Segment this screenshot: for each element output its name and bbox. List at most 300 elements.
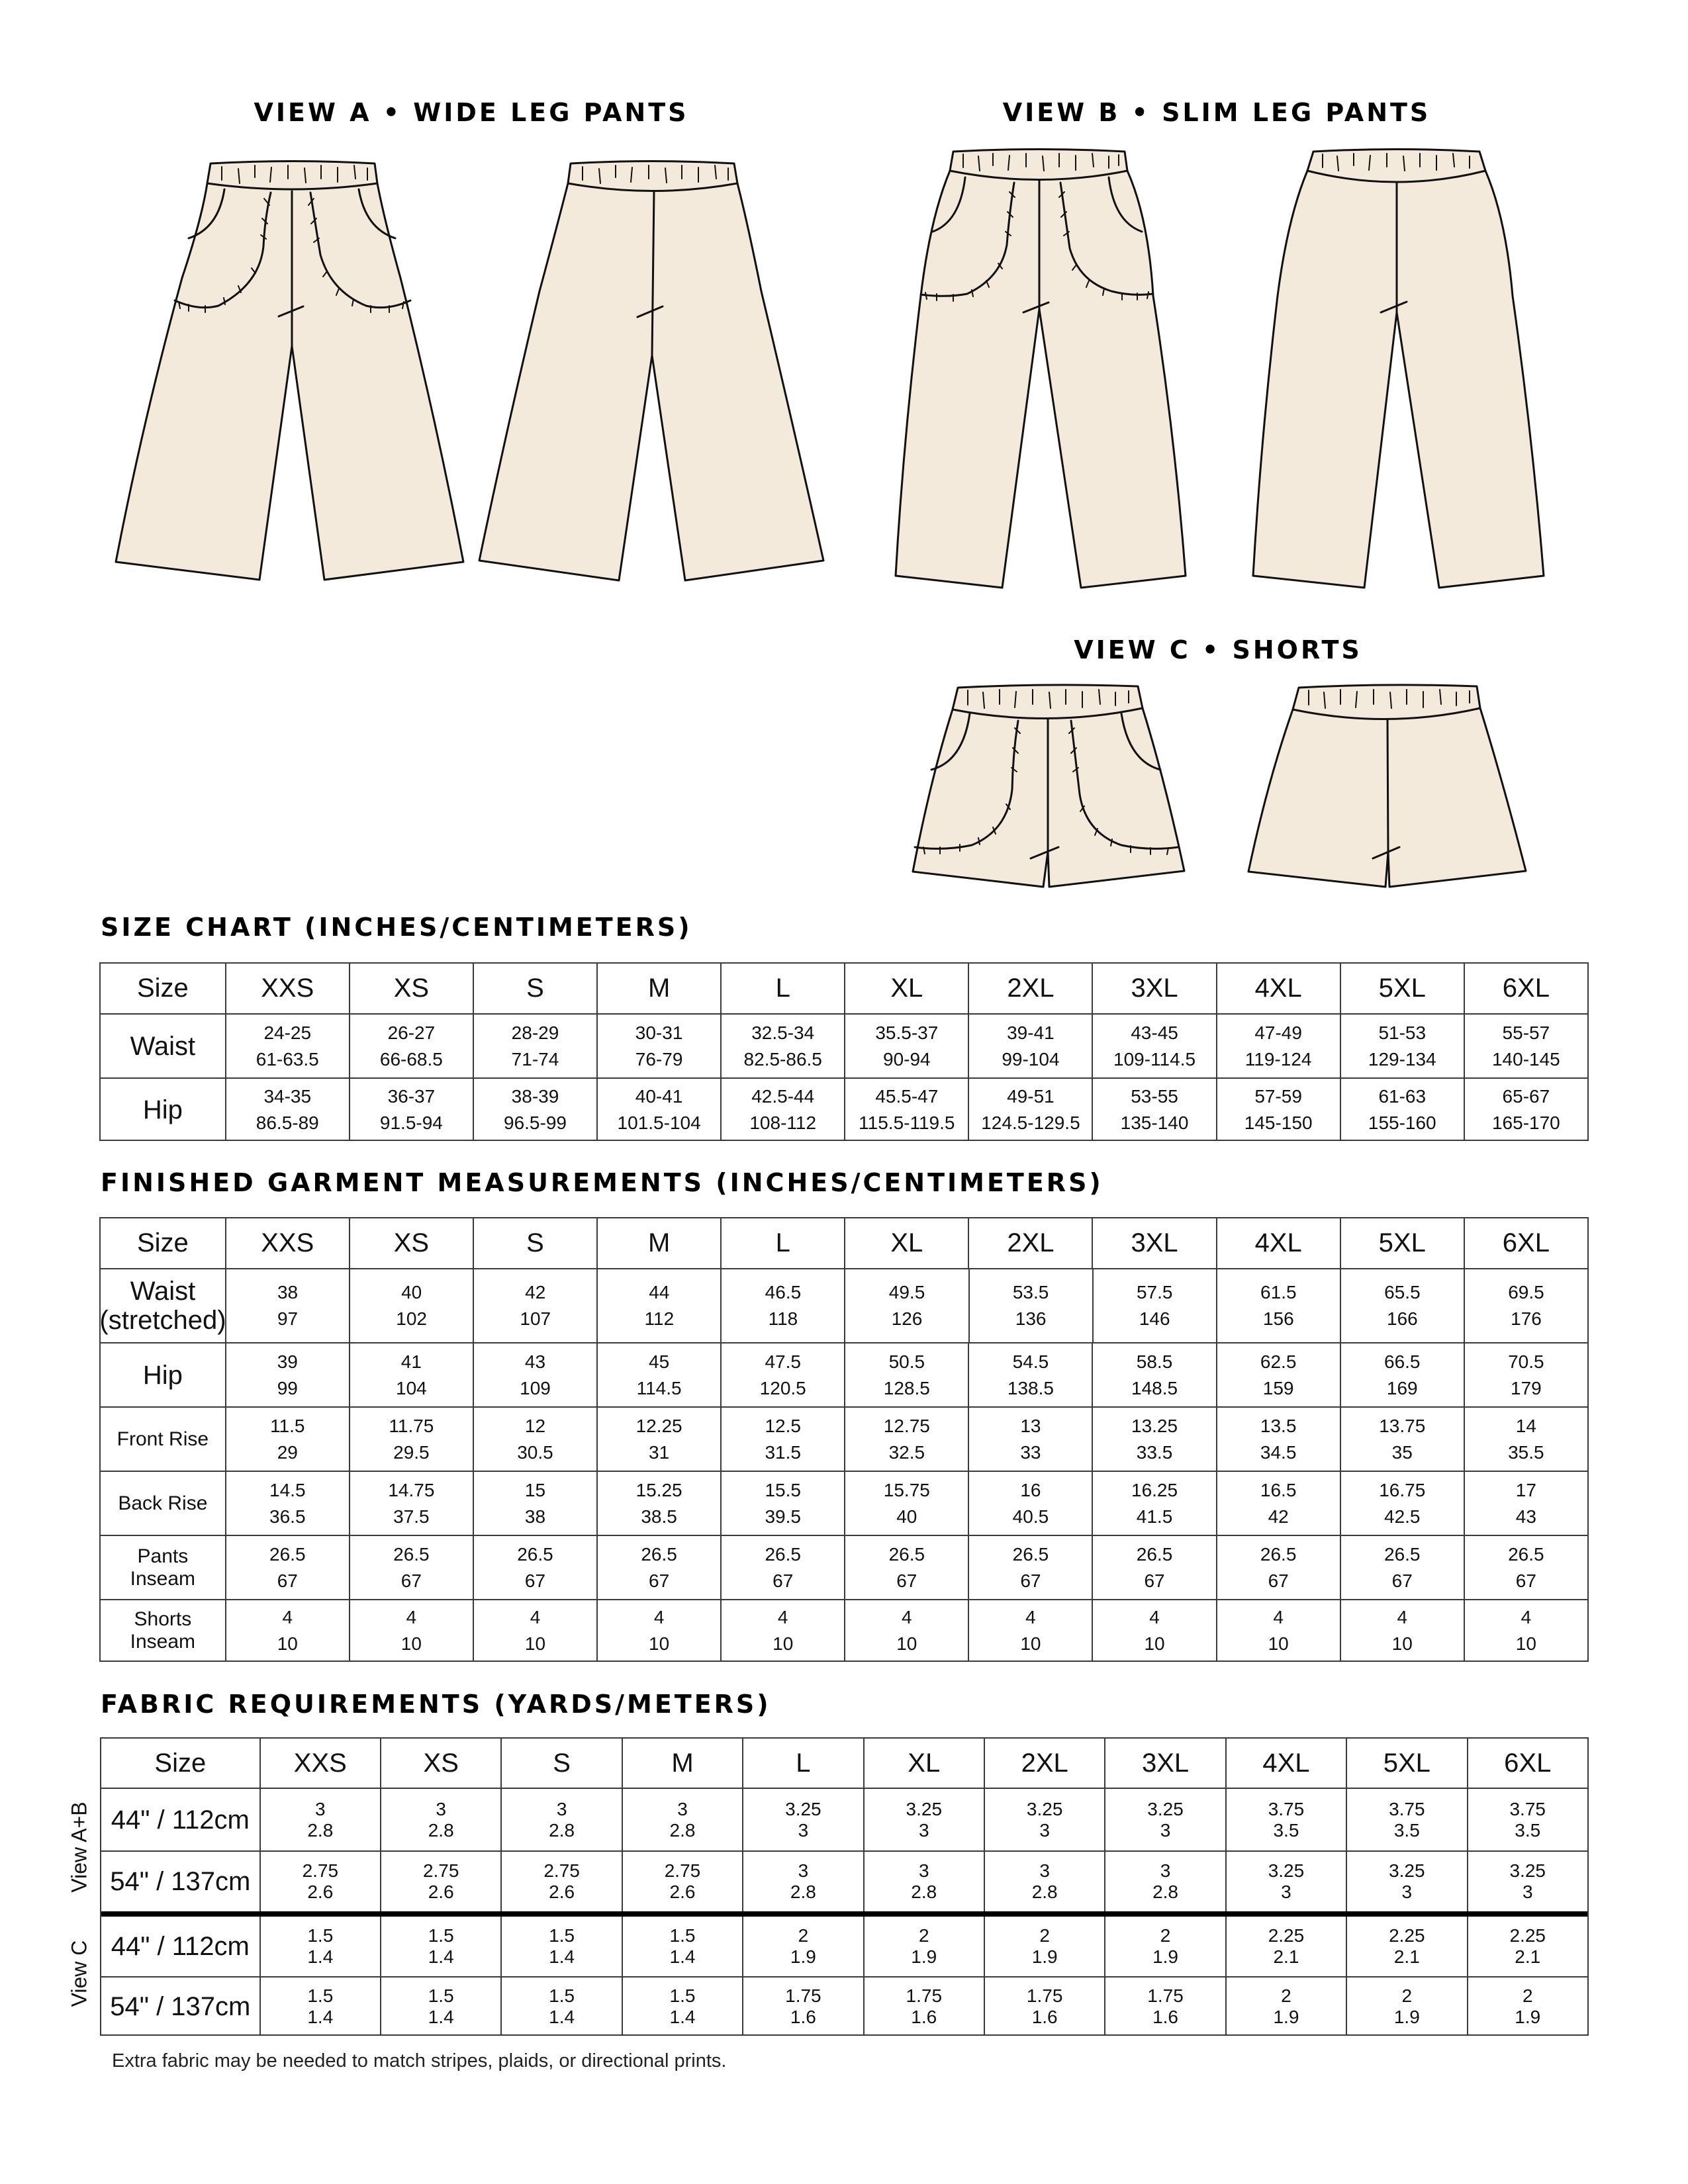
value-cell — [720, 1015, 844, 1077]
yards-value: 3 — [677, 1798, 688, 1819]
inches-value: 42.5-44 — [751, 1086, 815, 1107]
value-cell — [742, 1917, 863, 1976]
cm-value: 96.5-99 — [504, 1113, 567, 1133]
cm-value: 148.5 — [1131, 1377, 1178, 1398]
value-cell — [720, 1536, 844, 1599]
row-label-text: Hip — [142, 1095, 183, 1124]
fabric-width-label — [101, 1917, 259, 1976]
value-cell — [720, 1472, 844, 1535]
cm-value: 82.5-86.5 — [743, 1048, 822, 1069]
cm-value: 145-150 — [1244, 1113, 1313, 1133]
meters-value: 1.9 — [1031, 1946, 1058, 1967]
meters-value: 1.4 — [428, 2007, 454, 2027]
header-cell: XS — [349, 964, 473, 1013]
value-cell — [225, 1536, 349, 1599]
meters-value: 1.6 — [790, 2007, 816, 2027]
value-cell — [473, 1536, 596, 1599]
value-cell — [349, 1269, 473, 1342]
yards-value: 2 — [1281, 1985, 1291, 2006]
value-cell — [1216, 1015, 1340, 1077]
cm-value: 176 — [1511, 1308, 1542, 1329]
inches-value: 57-59 — [1254, 1086, 1302, 1107]
cm-value: 38.5 — [641, 1506, 677, 1527]
value-cell — [844, 1079, 968, 1141]
cm-value: 67 — [1144, 1570, 1165, 1591]
value-cell — [473, 1408, 596, 1471]
yards-value: 2.75 — [302, 1860, 339, 1881]
cm-value: 90-94 — [883, 1048, 931, 1069]
header-cell: 6XL — [1467, 1739, 1587, 1788]
cm-value: 10 — [649, 1633, 670, 1654]
value-cell — [1104, 1852, 1225, 1911]
cm-value: 10 — [1515, 1633, 1536, 1654]
value-cell — [1092, 1472, 1215, 1535]
cm-value: 67 — [1020, 1570, 1041, 1591]
inches-value: 4 — [530, 1606, 541, 1627]
cm-value: 35 — [1391, 1441, 1413, 1463]
yards-value: 2 — [1401, 1985, 1413, 2006]
cm-value: 10 — [1391, 1633, 1413, 1654]
value-cell — [225, 1015, 349, 1077]
row-label-text: Waist — [130, 1031, 196, 1061]
value-cell — [1092, 1408, 1215, 1471]
value-cell — [225, 1408, 349, 1471]
meters-value: 2.8 — [428, 1819, 454, 1841]
fabric-width-text: 54" / 137cm — [110, 1992, 251, 2021]
value-cell — [380, 1917, 500, 1976]
inches-value: 35.5-37 — [875, 1022, 939, 1043]
row-label — [101, 1269, 225, 1342]
cm-value: 67 — [773, 1570, 794, 1591]
value-cell — [622, 1917, 742, 1976]
cm-value: 66-68.5 — [379, 1048, 443, 1069]
row-label-text: Front Rise — [117, 1428, 209, 1450]
cm-value: 10 — [277, 1633, 298, 1654]
inches-value: 15 — [524, 1479, 546, 1500]
value-cell — [1346, 1789, 1466, 1850]
yards-value: 2 — [1039, 1925, 1050, 1946]
value-cell — [1092, 1600, 1215, 1661]
cm-value: 107 — [520, 1308, 551, 1329]
value-cell — [844, 1408, 968, 1471]
header-cell: 3XL — [1092, 1218, 1215, 1268]
fabric-requirements-table — [100, 1737, 1589, 2036]
garment-illustrations — [0, 0, 1688, 927]
meters-value: 3 — [918, 1819, 929, 1841]
inches-value: 26.5 — [888, 1543, 925, 1565]
value-cell — [1340, 1015, 1464, 1077]
meters-value: 1.4 — [669, 1946, 696, 1967]
inches-value: 49-51 — [1007, 1086, 1055, 1107]
header-cell: XS — [380, 1739, 500, 1788]
inches-value: 24-25 — [263, 1022, 312, 1043]
value-cell — [1104, 1789, 1225, 1850]
fabric-requirements-title: FABRIC REQUIREMENTS (YARDS/METERS) — [101, 1690, 771, 1719]
cm-value: 179 — [1511, 1377, 1542, 1398]
yards-value: 3.75 — [1268, 1798, 1305, 1819]
finished-row-hip — [101, 1342, 1587, 1406]
value-cell — [1225, 1917, 1346, 1976]
yards-value: 3 — [436, 1798, 446, 1819]
cm-value: 129-134 — [1368, 1048, 1436, 1069]
cm-value: 112 — [644, 1308, 675, 1329]
cm-value: 101.5-104 — [617, 1113, 701, 1133]
header-cell: 4XL — [1216, 964, 1340, 1013]
cm-value: 42.5 — [1384, 1506, 1421, 1527]
cm-value: 38 — [524, 1506, 546, 1527]
value-cell — [259, 1978, 380, 2036]
cm-value: 31.5 — [765, 1441, 801, 1463]
value-cell — [1346, 1852, 1466, 1911]
yards-value: 3 — [556, 1798, 567, 1819]
finished-measurements-table — [99, 1217, 1589, 1662]
inches-value: 28-29 — [511, 1022, 559, 1043]
inches-value: 4 — [1025, 1606, 1036, 1627]
value-cell — [596, 1015, 720, 1077]
row-label-text: Waist — [130, 1277, 196, 1306]
header-cell: S — [500, 1739, 621, 1788]
view-a-title: VIEW A • WIDE LEG PANTS — [254, 98, 689, 127]
meters-value: 3.5 — [1273, 1819, 1299, 1841]
value-cell — [473, 1015, 596, 1077]
inches-value: 12 — [524, 1415, 546, 1436]
fabric-width-label — [101, 1852, 259, 1911]
header-cell: M — [596, 1218, 720, 1268]
meters-value: 2.6 — [669, 1882, 696, 1902]
inches-value: 12.25 — [635, 1415, 682, 1436]
inches-value: 45.5-47 — [875, 1086, 939, 1107]
value-cell — [596, 1343, 720, 1406]
value-cell — [968, 1343, 1092, 1406]
cm-value: 36.5 — [269, 1506, 306, 1527]
cm-value: 86.5-89 — [256, 1113, 319, 1133]
value-cell — [622, 1789, 742, 1850]
yards-value: 2 — [798, 1925, 809, 1946]
fabric-width-label — [101, 1789, 259, 1850]
meters-value: 1.9 — [790, 1946, 816, 1967]
meters-value: 1.4 — [428, 1946, 454, 1967]
value-cell — [1346, 1978, 1466, 2036]
meters-value: 1.9 — [1393, 2007, 1420, 2027]
value-cell — [500, 1917, 621, 1976]
fabric-row-ab-54 — [101, 1850, 1587, 1911]
value-cell — [1464, 1600, 1587, 1661]
meters-value: 1.6 — [1031, 2007, 1058, 2027]
value-cell — [1467, 1789, 1587, 1850]
value-cell — [259, 1789, 380, 1850]
value-cell — [596, 1472, 720, 1535]
fabric-width-label — [101, 1978, 259, 2036]
value-cell — [1225, 1789, 1346, 1850]
yards-value: 2 — [1160, 1925, 1171, 1946]
cm-value: 10 — [1020, 1633, 1041, 1654]
fabric-width-text: 54" / 137cm — [110, 1867, 251, 1896]
cm-value: 41.5 — [1136, 1506, 1173, 1527]
view-b-front-illustration — [896, 150, 1186, 588]
inches-value: 12.5 — [765, 1415, 801, 1436]
value-cell — [1464, 1536, 1587, 1599]
value-cell — [1340, 1600, 1464, 1661]
value-cell — [1092, 1079, 1215, 1141]
meters-value: 1.6 — [1152, 2007, 1179, 2027]
yards-value: 2.25 — [1509, 1925, 1546, 1946]
inches-value: 43 — [524, 1351, 546, 1372]
header-cell: L — [720, 1218, 844, 1268]
cm-value: 115.5-119.5 — [859, 1113, 955, 1133]
cm-value: 146 — [1139, 1308, 1170, 1329]
yards-value: 1.75 — [906, 1985, 943, 2006]
inches-value: 36-37 — [387, 1086, 436, 1107]
view-c-back-illustration — [1248, 685, 1526, 887]
value-cell — [863, 1789, 984, 1850]
value-cell — [1225, 1978, 1346, 2036]
inches-value: 16.75 — [1379, 1479, 1426, 1500]
meters-value: 1.9 — [911, 1946, 937, 1967]
header-cell: XL — [844, 1218, 968, 1268]
value-cell — [596, 1536, 720, 1599]
row-sublabel-text: Inseam — [130, 1567, 196, 1590]
finished-row-waist — [101, 1268, 1587, 1342]
meters-value: 3 — [1401, 1882, 1413, 1902]
cm-value: 67 — [400, 1570, 422, 1591]
header-cell: L — [720, 964, 844, 1013]
inches-value: 57.5 — [1136, 1282, 1173, 1302]
value-cell — [720, 1408, 844, 1471]
inches-value: 40 — [401, 1282, 422, 1302]
cm-value: 10 — [400, 1633, 422, 1654]
cm-value: 32.5 — [888, 1441, 925, 1463]
value-cell — [968, 1408, 1092, 1471]
value-cell — [844, 1015, 968, 1077]
yards-value: 1.5 — [669, 1985, 696, 2006]
header-cell: S — [473, 964, 596, 1013]
yards-value: 1.5 — [428, 1985, 454, 2006]
size-chart-title: SIZE CHART (INCHES/CENTIMETERS) — [101, 913, 692, 942]
meters-value: 3.5 — [1515, 1819, 1541, 1841]
value-cell — [349, 1015, 473, 1077]
size-chart-header-row — [101, 964, 1587, 1013]
cm-value: 118 — [768, 1308, 798, 1329]
cm-value: 67 — [1268, 1570, 1289, 1591]
inches-value: 54.5 — [1012, 1351, 1049, 1372]
value-cell — [596, 1079, 720, 1141]
inches-value: 15.5 — [765, 1479, 801, 1500]
inches-value: 4 — [1149, 1606, 1160, 1627]
meters-value: 3 — [1160, 1819, 1171, 1841]
cm-value: 128.5 — [883, 1377, 930, 1398]
meters-value: 2.8 — [669, 1819, 696, 1841]
view-ab-group-label: View A+B — [67, 1801, 91, 1893]
cm-value: 169 — [1386, 1377, 1418, 1398]
inches-value: 26.5 — [517, 1543, 553, 1565]
row-sublabel-text: Inseam — [130, 1630, 196, 1653]
header-cell: 4XL — [1216, 1218, 1340, 1268]
row-label — [101, 1536, 225, 1599]
inches-value: 30-31 — [635, 1022, 683, 1043]
view-a-front-illustration — [116, 161, 463, 580]
finished-measurements-title: FINISHED GARMENT MEASUREMENTS (INCHES/CENTIMETERS) — [101, 1168, 1103, 1197]
inches-value: 58.5 — [1136, 1351, 1173, 1372]
finished-header-row — [101, 1218, 1587, 1268]
cm-value: 29 — [277, 1441, 298, 1463]
value-cell — [1464, 1269, 1587, 1342]
inches-value: 61.5 — [1260, 1282, 1297, 1302]
yards-value: 2.75 — [422, 1860, 459, 1881]
yards-value: 3.25 — [1268, 1860, 1305, 1881]
inches-value: 38-39 — [511, 1086, 559, 1107]
cm-value: 99 — [277, 1377, 298, 1398]
value-cell — [968, 1015, 1092, 1077]
finished-row-back-rise — [101, 1471, 1587, 1535]
fabric-header-row — [101, 1739, 1587, 1788]
inches-value: 26.5 — [1136, 1543, 1173, 1565]
value-cell — [380, 1978, 500, 2036]
inches-value: 4 — [1521, 1606, 1532, 1627]
inches-value: 26.5 — [1384, 1543, 1421, 1565]
value-cell — [1216, 1408, 1340, 1471]
value-cell — [1216, 1343, 1340, 1406]
meters-value: 2.8 — [1152, 1882, 1179, 1902]
value-cell — [225, 1079, 349, 1141]
inches-value: 26.5 — [765, 1543, 801, 1565]
cm-value: 109-114.5 — [1113, 1048, 1196, 1069]
finished-row-front-rise — [101, 1406, 1587, 1471]
inches-value: 53.5 — [1012, 1282, 1049, 1302]
fabric-row-ab-44 — [101, 1788, 1587, 1850]
row-label — [101, 1408, 225, 1471]
value-cell — [720, 1343, 844, 1406]
yards-value: 3 — [1039, 1860, 1050, 1881]
header-cell: 5XL — [1340, 964, 1464, 1013]
inches-value: 65.5 — [1384, 1282, 1421, 1302]
header-cell: Size — [136, 974, 189, 1003]
yards-value: 3.25 — [906, 1798, 943, 1819]
cm-value: 37.5 — [393, 1506, 430, 1527]
yards-value: 1.5 — [669, 1925, 696, 1946]
value-cell — [1464, 1343, 1587, 1406]
meters-value: 2.8 — [911, 1882, 937, 1902]
meters-value: 2.6 — [428, 1882, 454, 1902]
cm-value: 119-124 — [1244, 1048, 1312, 1069]
inches-value: 46.5 — [765, 1282, 802, 1302]
inches-value: 4 — [777, 1606, 788, 1627]
inches-value: 55-57 — [1502, 1022, 1550, 1043]
value-cell — [349, 1536, 473, 1599]
yards-value: 3.25 — [1389, 1860, 1425, 1881]
yards-value: 1.5 — [307, 1925, 334, 1946]
inches-value: 39 — [277, 1351, 298, 1372]
yards-value: 3.25 — [1147, 1798, 1184, 1819]
meters-value: 2.8 — [790, 1882, 816, 1902]
value-cell — [720, 1600, 844, 1661]
meters-value: 1.9 — [1515, 2007, 1541, 2027]
value-cell — [596, 1269, 720, 1342]
inches-value: 38 — [277, 1282, 299, 1302]
value-cell — [349, 1472, 473, 1535]
inches-value: 14 — [1515, 1415, 1536, 1436]
inches-value: 26.5 — [1260, 1543, 1297, 1565]
value-cell — [844, 1600, 968, 1661]
cm-value: 43 — [1515, 1506, 1536, 1527]
value-cell — [968, 1472, 1092, 1535]
yards-value: 3.25 — [1509, 1860, 1546, 1881]
cm-value: 67 — [896, 1570, 917, 1591]
inches-value: 32.5-34 — [751, 1022, 815, 1043]
value-cell — [968, 1079, 1092, 1141]
cm-value: 67 — [277, 1570, 298, 1591]
header-cell: M — [596, 964, 720, 1013]
view-a-back-illustration — [479, 161, 823, 581]
cm-value: 30.5 — [517, 1441, 553, 1463]
cm-value: 108-112 — [749, 1113, 817, 1133]
cm-value: 165-170 — [1491, 1113, 1560, 1133]
header-cell: XXS — [259, 1739, 380, 1788]
meters-value: 1.6 — [911, 2007, 937, 2027]
value-cell — [742, 1978, 863, 2036]
value-cell — [500, 1978, 621, 2036]
value-cell — [1340, 1079, 1464, 1141]
value-cell — [622, 1852, 742, 1911]
cm-value: 67 — [649, 1570, 670, 1591]
value-cell — [1216, 1079, 1340, 1141]
cm-value: 126 — [891, 1308, 923, 1329]
value-cell — [1225, 1852, 1346, 1911]
inches-value: 66.5 — [1384, 1351, 1421, 1372]
cm-value: 10 — [1144, 1633, 1165, 1654]
inches-value: 43-45 — [1131, 1022, 1178, 1043]
yards-value: 1.5 — [307, 1985, 334, 2006]
cm-value: 155-160 — [1368, 1113, 1436, 1133]
value-cell — [1216, 1472, 1340, 1535]
inches-value: 26.5 — [269, 1543, 306, 1565]
inches-value: 16 — [1020, 1479, 1041, 1500]
header-cell: XXS — [225, 1218, 349, 1268]
value-cell — [1104, 1917, 1225, 1976]
value-cell — [473, 1079, 596, 1141]
value-cell — [225, 1343, 349, 1406]
yards-value: 1.75 — [785, 1985, 821, 2006]
cm-value: 99-104 — [1002, 1048, 1060, 1069]
cm-value: 33 — [1020, 1441, 1041, 1463]
cm-value: 156 — [1262, 1308, 1294, 1329]
fabric-row-c-54 — [101, 1976, 1587, 2036]
cm-value: 166 — [1387, 1308, 1418, 1329]
meters-value: 1.4 — [307, 1946, 334, 1967]
row-label — [101, 1472, 225, 1535]
view-b-back-illustration — [1253, 150, 1544, 588]
inches-value: 13.5 — [1260, 1415, 1297, 1436]
inches-value: 13 — [1020, 1415, 1041, 1436]
inches-value: 51-53 — [1378, 1022, 1427, 1043]
yards-value: 3.75 — [1509, 1798, 1546, 1819]
value-cell — [349, 1343, 473, 1406]
cm-value: 39.5 — [765, 1506, 801, 1527]
inches-value: 26.5 — [1508, 1543, 1544, 1565]
row-label-text: Back Rise — [118, 1492, 208, 1514]
header-cell: 6XL — [1464, 1218, 1587, 1268]
header-cell: XXS — [225, 964, 349, 1013]
header-cell: M — [622, 1739, 742, 1788]
view-b-title: VIEW B • SLIM LEG PANTS — [1002, 98, 1431, 127]
yards-value: 1.75 — [1026, 1985, 1063, 2006]
meters-value: 3 — [1281, 1882, 1291, 1902]
row-label-text: Shorts — [134, 1608, 192, 1630]
inches-value: 12.75 — [883, 1415, 930, 1436]
cm-value: 91.5-94 — [379, 1113, 443, 1133]
inches-value: 15.25 — [635, 1479, 682, 1500]
value-cell — [1467, 1978, 1587, 2036]
meters-value: 2.1 — [1393, 1946, 1420, 1967]
